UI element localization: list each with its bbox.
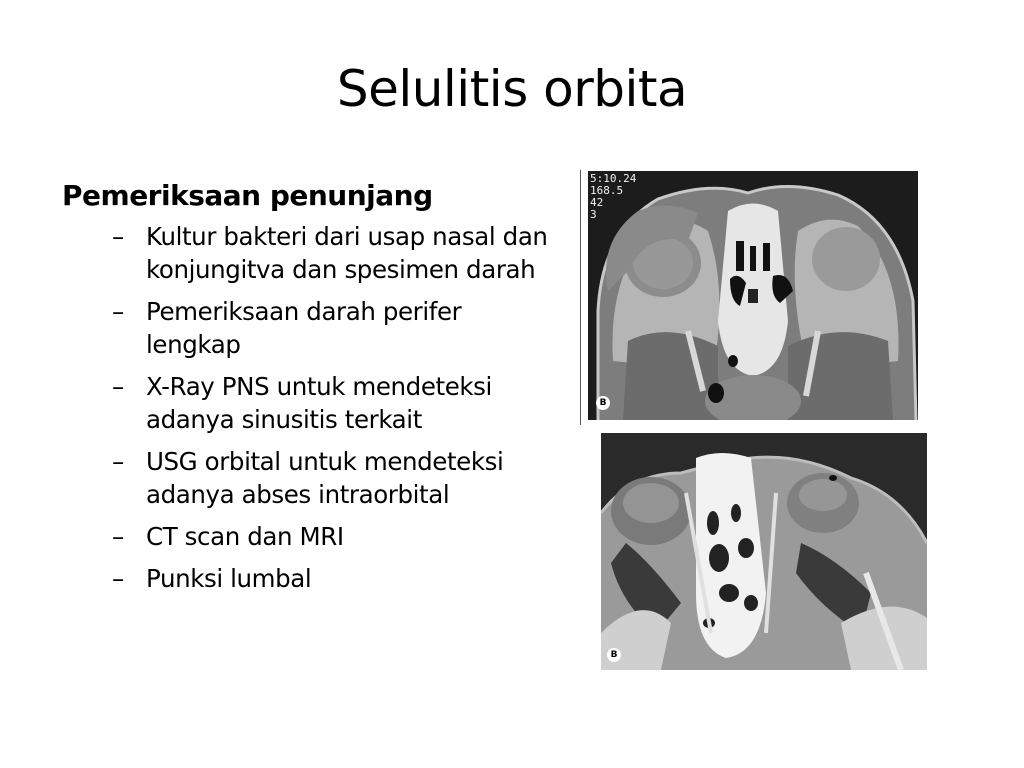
list-item bbox=[112, 520, 562, 553]
dash-bullet: – bbox=[112, 372, 124, 402]
ct-scan-image-top bbox=[588, 171, 918, 420]
list-item-text: X-Ray PNS untuk mendeteksi adanya sinusitis terkait bbox=[146, 372, 492, 435]
scan-label-badge: B bbox=[596, 396, 610, 410]
dash-bullet: – bbox=[112, 447, 124, 477]
dash-bullet: – bbox=[112, 564, 124, 594]
image-divider bbox=[580, 170, 581, 425]
scan-label-badge: B bbox=[607, 648, 621, 662]
list-item-text: USG orbital untuk mendeteksi adanya abses intraorbital bbox=[146, 447, 504, 510]
list-item bbox=[112, 220, 562, 286]
list-item-text: Kultur bakteri dari usap nasal dan konjungitva dan spesimen darah bbox=[146, 222, 548, 285]
list-item bbox=[112, 445, 562, 511]
section-heading: Pemeriksaan penunjang bbox=[62, 179, 433, 212]
slide-title: Selulitis orbita bbox=[336, 60, 688, 118]
list-item-text: Punksi lumbal bbox=[146, 564, 312, 594]
scan-readout-text: 5:10.24 168.5 42 3 bbox=[590, 172, 637, 221]
list-item-text: CT scan dan MRI bbox=[146, 522, 344, 552]
content-body bbox=[62, 178, 562, 604]
ct-scan-top-drawing bbox=[588, 171, 918, 420]
list-item bbox=[112, 562, 562, 595]
dash-bullet: – bbox=[112, 297, 124, 327]
list-item bbox=[112, 370, 562, 436]
list-item bbox=[112, 295, 562, 361]
ct-scan-image-bottom bbox=[601, 433, 927, 670]
dash-bullet: – bbox=[112, 522, 124, 552]
bullet-list bbox=[62, 220, 562, 595]
ct-scan-bottom-drawing bbox=[601, 433, 927, 670]
list-item-text: Pemeriksaan darah perifer lengkap bbox=[146, 297, 462, 360]
dash-bullet: – bbox=[112, 222, 124, 252]
